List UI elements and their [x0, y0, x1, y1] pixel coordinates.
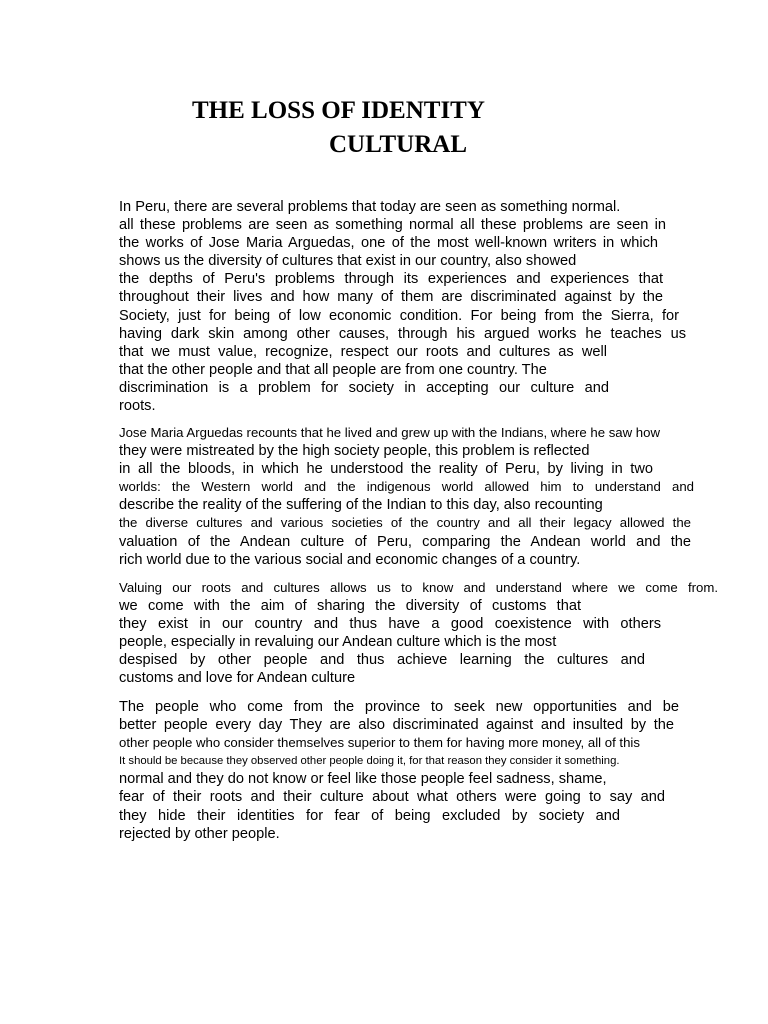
text-line: we come with the aim of sharing the diversity of customs that [119, 598, 581, 615]
text-line: the diverse cultures and various societies of the country and all their legacy allowed the [119, 515, 691, 531]
text-line: throughout their lives and how many of them are discriminated against by the [119, 289, 663, 306]
text-line: valuation of the Andean culture of Peru, comparing the Andean world and the [119, 533, 691, 550]
paragraph-1 [119, 198, 719, 415]
text-line: roots. [119, 398, 156, 415]
document-title-line-1: THE LOSS OF IDENTITY [192, 97, 485, 124]
paragraph-3 [119, 579, 719, 688]
text-line: all these problems are seen as something normal all these problems are seen in [119, 217, 666, 234]
paragraph-2 [119, 424, 719, 569]
text-line: It should be because they observed other people doing it, for that reason they consider it something. [119, 755, 620, 768]
text-line: other people who consider themselves superior to them for having more money, all of this [119, 735, 640, 751]
text-line: Society, just for being of low economic condition. For being from the Sierra, for [119, 307, 679, 324]
text-line: shows us the diversity of cultures that exist in our country, also showed [119, 253, 577, 270]
paragraph-4 [119, 698, 719, 843]
text-line: rejected by other people. [119, 825, 280, 842]
text-line: Jose Maria Arguedas recounts that he lived and grew up with the Indians, where he saw how [119, 425, 661, 440]
text-line: discrimination is a problem for society in accepting our culture and [119, 379, 609, 396]
text-line: customs and love for Andean culture [119, 670, 356, 687]
text-line: Valuing our roots and cultures allows us to know and understand where we come from. [119, 580, 718, 595]
text-line: worlds: the Western world and the indigenous world allowed him to understand and [119, 479, 694, 495]
text-line: normal and they do not know or feel like those people feel sadness, shame, [119, 771, 607, 788]
text-line: they exist in our country and thus have a good coexistence with others [119, 616, 661, 633]
text-line: fear of their roots and their culture about what others were going to say and [119, 789, 665, 806]
text-line: having dark skin among other causes, through his argued works he teaches us [119, 325, 686, 342]
text-line: they hide their identities for fear of being excluded by society and [119, 807, 620, 824]
text-line: in all the bloods, in which he understood the reality of Peru, by living in two [119, 461, 653, 478]
text-line: In Peru, there are several problems that today are seen as something normal. [119, 199, 621, 215]
text-line: despised by other people and thus achieve learning the cultures and [119, 652, 645, 669]
text-line: that the other people and that all people are from one country. The [119, 361, 547, 378]
document-title-line-2: CULTURAL [329, 131, 468, 158]
text-line: rich world due to the various social and economic changes of a country. [119, 551, 581, 568]
text-line: they were mistreated by the high society people, this problem is reflected [119, 443, 590, 460]
text-line: people, especially in revaluing our Andean culture which is the most [119, 634, 557, 651]
text-line: The people who come from the province to seek new opportunities and be [119, 699, 679, 715]
text-line: better people every day They are also discriminated against and insulted by the [119, 717, 674, 734]
text-line: the depths of Peru's problems through its experiences and experiences that [119, 271, 663, 288]
text-line: the works of Jose Maria Arguedas, one of the most well-known writers in which [119, 235, 658, 252]
text-line: describe the reality of the suffering of the Indian to this day, also recounting [119, 497, 603, 514]
text-line: that we must value, recognize, respect our roots and cultures as well [119, 343, 607, 360]
